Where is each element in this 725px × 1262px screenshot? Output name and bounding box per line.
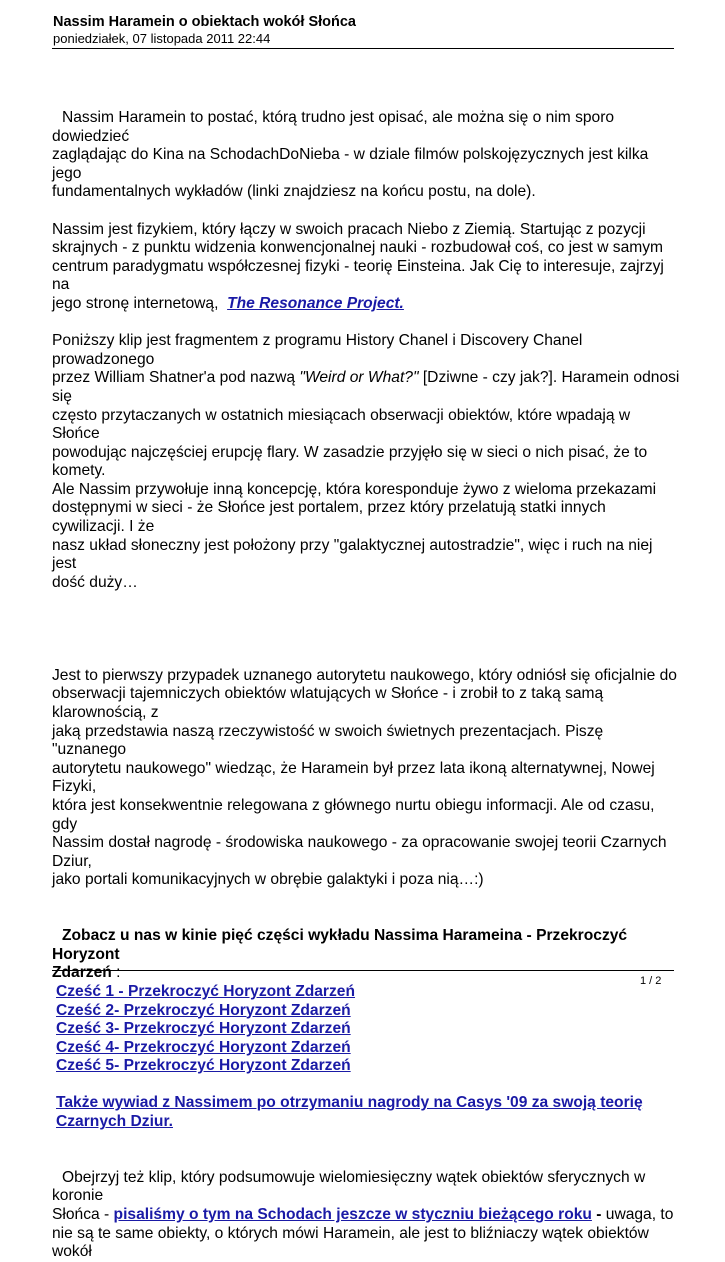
text-line: przez William Shatner'a pod nazwą: [52, 369, 300, 387]
text-line: zaglądając do Kina na SchodachDoNieba - w dziale filmów polskojęzycznych jest kilka jego: [52, 146, 649, 182]
text-line: często przytaczanych w ostatnich miesiącach obserwacji obiektów, które wpadają w Słońce: [52, 406, 631, 443]
text-line: dość duży…: [52, 573, 138, 591]
text-line: nie są te same obiekty, o których mówi Haramein, ale jest to bliźniaczy wątek obiektów wokół: [52, 1224, 649, 1261]
lecture-part-4-link[interactable]: Cześć 4- Przekroczyć Horyzont Zdarzeń: [56, 1038, 351, 1056]
schody-article-link[interactable]: pisaliśmy o tym na Schodach jeszcze w styczniu bieżącego roku: [113, 1206, 592, 1224]
video-embed-placeholder: [52, 592, 680, 666]
article-date: poniedziałek, 07 listopada 2011 22:44: [53, 31, 271, 46]
interview-link-block: [52, 1094, 680, 1131]
text-line: Poniższy klip jest fragmentem z programu History Chanel i Discovery Chanel prowadzonego: [52, 332, 583, 368]
page-header: [53, 14, 356, 47]
text-line: -: [591, 1206, 606, 1224]
text-line: [Dziwne - czy jak?]. Haramein odnosi się: [52, 369, 680, 405]
paragraph-physicist: [52, 221, 680, 314]
text-line: Ale Nassim przywołuje inną koncepcję, która koresponduje żywo z wieloma przekazami: [52, 480, 657, 498]
text-line: Jest to pierwszy przypadek uznanego autorytetu naukowego, który odniósł się oficjalnie do: [52, 666, 677, 684]
footer-divider: [52, 970, 674, 971]
lecture-part-2-link[interactable]: Cześć 2- Przekroczyć Horyzont Zdarzeń: [56, 1001, 351, 1019]
lecture-part-1-link[interactable]: Cześć 1 - Przekroczyć Horyzont Zdarzeń: [56, 982, 355, 1000]
text-line: skrajnych - z punktu widzenia konwencjonalnej nauki - rozbudował coś, co jest w samym: [52, 239, 664, 257]
text-line: Nassim Haramein to postać, którą trudno jest opisać, ale można się o nim sporo dowiedzieć: [52, 109, 615, 145]
paragraph-authority: [52, 667, 680, 890]
lecture-links: [52, 983, 680, 1076]
text-line: jaką przedstawia naszą rzeczywistość w swoich świetnych prezentacjach. Piszę "uznanego: [52, 722, 604, 759]
text-line: powodując najczęściej erupcję flary. W zasadzie przyjęło się w sieci o nich pisać, że to komety.: [52, 443, 648, 480]
header-divider: [52, 48, 674, 49]
text-line: jego stronę internetową,: [52, 294, 219, 312]
text-line: dostępnymi w sieci - że Słońce jest portalem, przez który przelatują statki innych cywilizacji. I że: [52, 499, 606, 536]
text-line: która jest konsekwentnie relegowana z głównego nurtu obiegu informacji. Ale od czasu, gdy: [52, 796, 655, 833]
lecture-part-3-link[interactable]: Cześć 3- Przekroczyć Horyzont Zdarzeń: [56, 1020, 351, 1038]
heading-line: Zdarzeń: [52, 964, 112, 982]
cinema-heading: [52, 927, 680, 983]
text-line: Nassim jest fizykiem, który łączy w swoich pracach Niebo z Ziemią. Startując z pozycji: [52, 220, 646, 238]
heading-colon: :: [111, 964, 121, 982]
resonance-project-link[interactable]: The Resonance Project.: [227, 294, 404, 312]
heading-line: Zobacz u nas w kinie pięć części wykładu Nassima Harameina - Przekroczyć Horyzont: [52, 927, 628, 963]
page-number: 1 / 2: [640, 975, 662, 987]
text-line: Obejrzyj też klip, który podsumowuje wielomiesięczny wątek obiektów sferycznych w koronie: [52, 1168, 646, 1205]
text-line: obserwacji tajemniczych obiektów wlatujących w Słońce - i zrobił to z taką samą klarownością, z: [52, 685, 604, 722]
text-line: Słońca -: [52, 1206, 114, 1224]
text-line: autorytetu naukowego" wiedząc, że Haramein był przez lata ikoną alternatywnej, Nowej Fizyki,: [52, 759, 655, 796]
interview-link-continued[interactable]: Czarnych Dziur.: [56, 1113, 173, 1131]
show-title: "Weird or What?": [299, 369, 419, 387]
text-line: nasz układ słoneczny jest położony przy "galaktycznej autostradzie", więc i ruch na niej jest: [52, 536, 653, 573]
text-line: uwaga, to: [605, 1206, 674, 1224]
article-body: [52, 109, 680, 1262]
paragraph-intro: [52, 109, 680, 202]
text-line: centrum paradygmatu współczesnej fizyki - teorię Einsteina. Jak Cię to interesuje, zajrzyj na: [52, 257, 664, 294]
text-line: fundamentalnych wykładów (linki znajdziesz na końcu postu, na dole).: [52, 183, 536, 201]
text-line: jako portali komunikacyjnych w obrębie galaktyki i poza nią…:): [52, 871, 484, 889]
text-line: Nassim dostał nagrodę - środowiska naukowego - za opracowanie swojej teorii Czarnych Dziur,: [52, 834, 667, 870]
paragraph-clip: [52, 332, 680, 592]
lecture-part-5-link[interactable]: Cześć 5- Przekroczyć Horyzont Zdarzeń: [56, 1057, 351, 1075]
article-title: Nassim Haramein o obiektach wokół Słońca: [53, 14, 356, 30]
paragraph-spheres: [52, 1169, 680, 1262]
interview-link[interactable]: Także wywiad z Nassimem po otrzymaniu nagrody na Casys '09 za swoją teorię: [56, 1094, 643, 1112]
